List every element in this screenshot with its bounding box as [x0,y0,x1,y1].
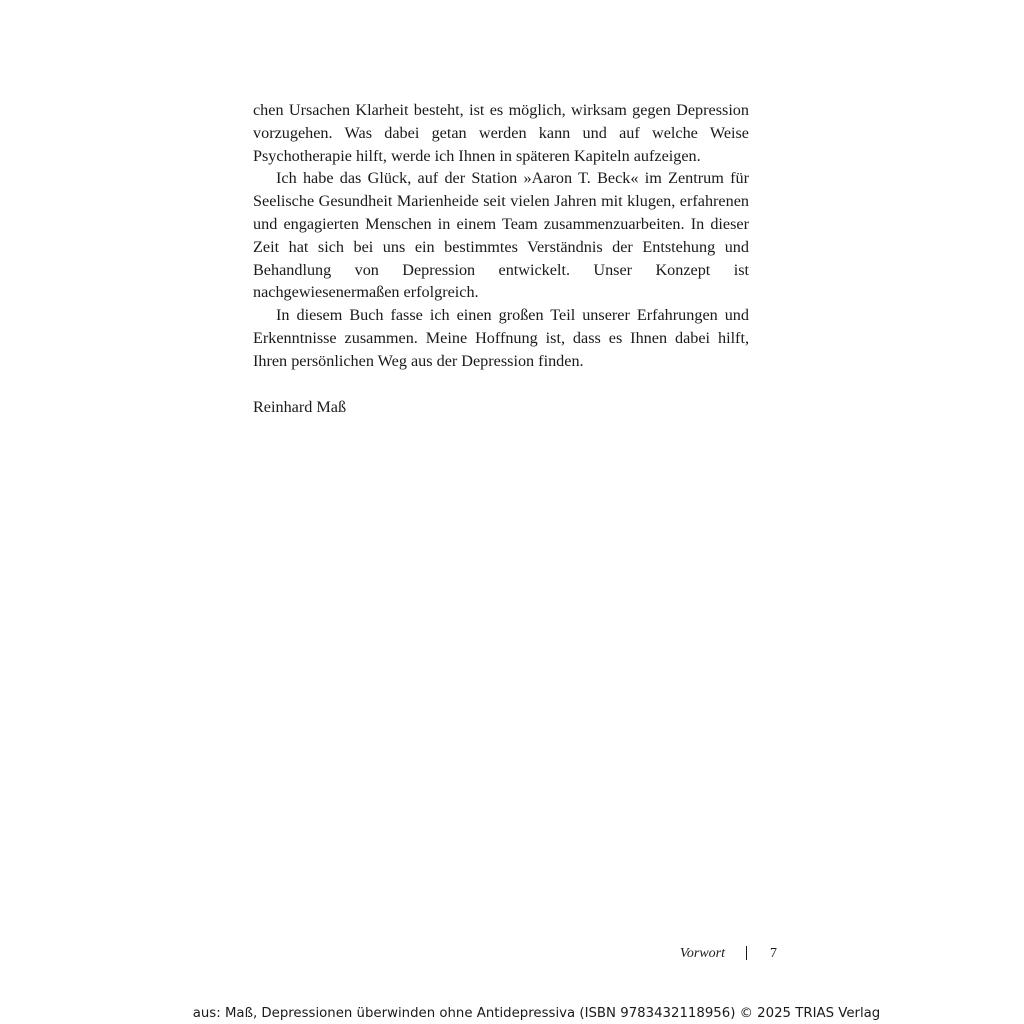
paragraph-1: chen Ursachen Klarheit besteht, ist es möglich, wirksam gegen Depression vorzugehen. Was dabei getan werden kann und auf welche Weise Psychotherapie hilft, werde ich Ihnen in späteren Kapiteln aufzeigen. [253,101,749,165]
paragraph-2: Ich habe das Glück, auf der Station »Aaron T. Beck« im Zentrum für Seelische Gesundheit Marienheide seit vielen Jahren mit klugen, erfahrenen und engagierten Menschen in einem Team zusammenzuarbeiten. In dieser Zeit hat sich bei uns ein bestimmtes Verständnis der Entstehung und Behandlung von Depression entwickelt. Unser Konzept ist nachgewiesenermaßen erfolgreich. [253,169,749,302]
body-text [253,99,749,418]
author-signature: Reinhard Maß [253,397,347,416]
source-citation: aus: Maß, Depressionen überwinden ohne Antidepressiva (ISBN 9783432118956) © 2025 TRIAS Verlag [192,1006,881,1021]
paragraph-3: In diesem Buch fasse ich einen großen Teil unserer Erfahrungen und Erkenntnisse zusammen. Meine Hoffnung ist, dass es Ihnen dabei hilft, Ihren persönlichen Weg aus der Depression finden. [253,306,749,370]
footer-divider [746,946,747,960]
section-title: Vorwort [679,946,725,961]
page-number: 7 [770,946,777,961]
page-footer [600,944,780,964]
